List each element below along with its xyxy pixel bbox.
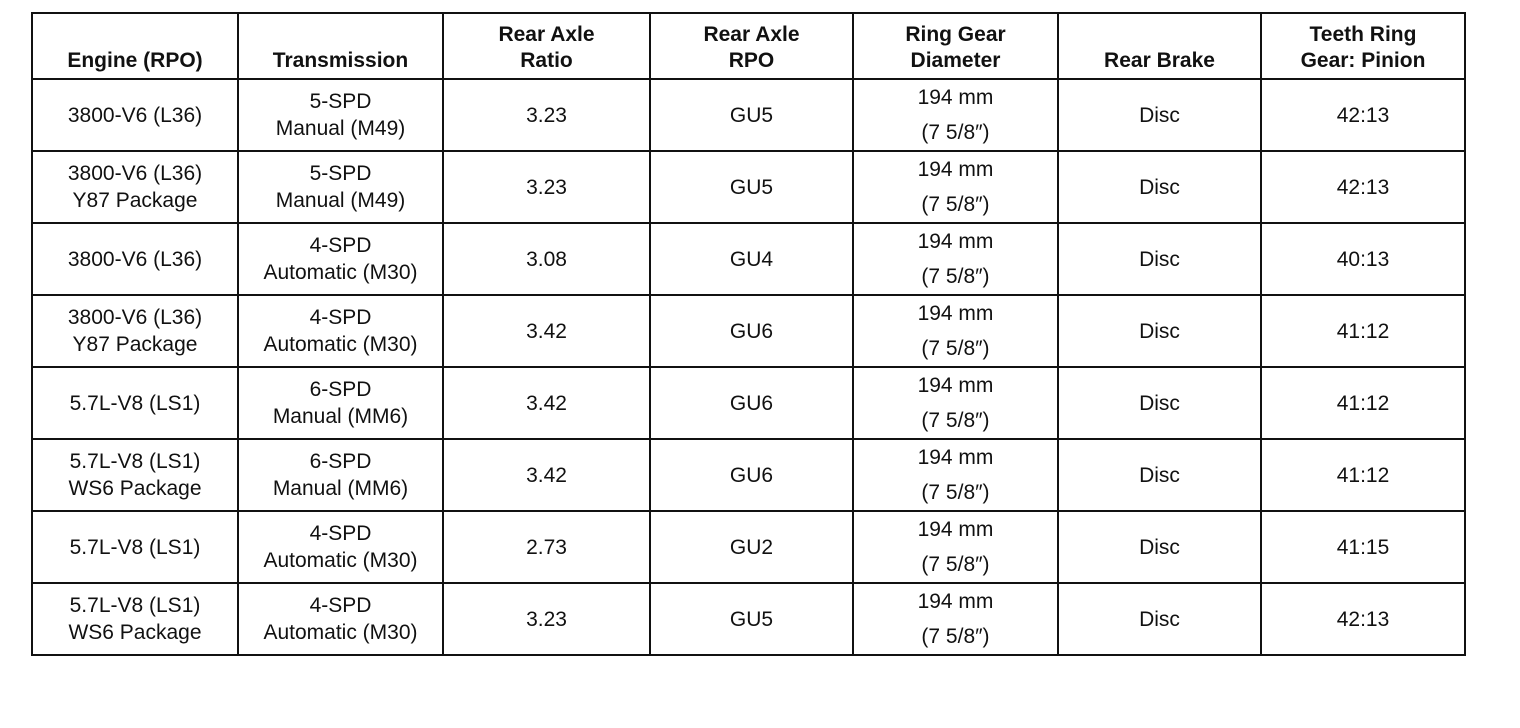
cell-rear-brake-value: Disc xyxy=(1139,535,1180,559)
cell-ring-gear-diameter-line: 194 mm xyxy=(917,86,994,109)
cell-teeth-ring-gear-pinion-value: 41:12 xyxy=(1336,463,1390,487)
cell-teeth-ring-gear-pinion-value: 42:13 xyxy=(1336,103,1390,127)
cell-engine xyxy=(32,295,238,367)
cell-rear-axle-ratio xyxy=(443,511,650,583)
header-ring-gear-diameter: Ring Gear Diameter xyxy=(853,13,1058,79)
cell-transmission-line: 5-SPD xyxy=(309,90,372,113)
cell-transmission xyxy=(238,583,443,655)
cell-rear-axle-rpo-value: GU5 xyxy=(729,103,774,127)
cell-teeth-ring-gear-pinion-value: 40:13 xyxy=(1336,247,1390,271)
cell-rear-axle-ratio-value: 3.42 xyxy=(526,463,567,487)
cell-teeth-ring-gear-pinion-value: 42:13 xyxy=(1336,175,1390,199)
cell-rear-brake xyxy=(1058,511,1261,583)
cell-transmission-line: 6-SPD xyxy=(309,450,372,473)
cell-rear-axle-rpo xyxy=(650,79,853,151)
header-teeth-ring-gear-pinion: Teeth Ring Gear: Pinion xyxy=(1261,13,1465,79)
header-rear-axle-ratio: Rear Axle Ratio xyxy=(443,13,650,79)
cell-engine xyxy=(32,151,238,223)
cell-rear-axle-ratio-value: 3.23 xyxy=(526,607,567,631)
cell-ring-gear-diameter-line: (7 5/8″) xyxy=(921,265,990,288)
cell-rear-axle-ratio-value: 3.23 xyxy=(526,175,567,199)
cell-teeth-ring-gear-pinion xyxy=(1261,511,1465,583)
cell-ring-gear-diameter xyxy=(853,151,1058,223)
cell-engine-line: 3800-V6 (L36) xyxy=(67,247,203,271)
cell-teeth-ring-gear-pinion-value: 41:15 xyxy=(1336,535,1390,559)
cell-rear-axle-rpo-value: GU5 xyxy=(729,607,774,631)
cell-engine xyxy=(32,79,238,151)
header-engine: Engine (RPO) xyxy=(32,13,238,79)
cell-ring-gear-diameter-line: (7 5/8″) xyxy=(921,121,990,144)
cell-rear-axle-rpo-value: GU6 xyxy=(729,463,774,487)
cell-ring-gear-diameter-line: 194 mm xyxy=(917,230,994,253)
cell-transmission-line: Manual (M49) xyxy=(275,117,406,140)
cell-rear-brake-value: Disc xyxy=(1139,391,1180,415)
cell-rear-axle-ratio-value: 3.23 xyxy=(526,103,567,127)
cell-ring-gear-diameter xyxy=(853,511,1058,583)
cell-transmission-line: 4-SPD xyxy=(309,594,372,617)
header-transmission: Transmission xyxy=(238,13,443,79)
cell-transmission xyxy=(238,223,443,295)
cell-rear-brake-value: Disc xyxy=(1139,319,1180,343)
cell-ring-gear-diameter-line: (7 5/8″) xyxy=(921,337,990,360)
cell-transmission-line: 4-SPD xyxy=(309,306,372,329)
cell-engine xyxy=(32,439,238,511)
cell-rear-axle-ratio xyxy=(443,367,650,439)
cell-rear-axle-rpo-value: GU4 xyxy=(729,247,774,271)
cell-transmission-line: Automatic (M30) xyxy=(263,549,418,572)
cell-ring-gear-diameter-line: 194 mm xyxy=(917,446,994,469)
cell-rear-axle-rpo xyxy=(650,439,853,511)
cell-transmission xyxy=(238,79,443,151)
cell-transmission-line: 4-SPD xyxy=(309,234,372,257)
cell-transmission-line: Automatic (M30) xyxy=(263,621,418,644)
cell-ring-gear-diameter-line: (7 5/8″) xyxy=(921,553,990,576)
table-row xyxy=(32,223,1465,295)
cell-ring-gear-diameter-line: 194 mm xyxy=(917,518,994,541)
cell-teeth-ring-gear-pinion-value: 41:12 xyxy=(1336,319,1390,343)
cell-engine-line: 5.7L-V8 (LS1) xyxy=(69,535,201,559)
cell-rear-brake-value: Disc xyxy=(1139,103,1180,127)
cell-rear-axle-ratio xyxy=(443,439,650,511)
cell-rear-axle-rpo xyxy=(650,367,853,439)
cell-transmission-line: Automatic (M30) xyxy=(263,333,418,356)
cell-rear-axle-rpo-value: GU6 xyxy=(729,319,774,343)
cell-transmission xyxy=(238,367,443,439)
cell-ring-gear-diameter-line: (7 5/8″) xyxy=(921,625,990,648)
table-row xyxy=(32,295,1465,367)
cell-ring-gear-diameter-line: (7 5/8″) xyxy=(921,193,990,216)
cell-rear-axle-rpo xyxy=(650,295,853,367)
cell-engine-line: Y87 Package xyxy=(72,189,198,212)
cell-transmission xyxy=(238,151,443,223)
cell-ring-gear-diameter-line: (7 5/8″) xyxy=(921,409,990,432)
cell-transmission xyxy=(238,439,443,511)
cell-engine-line: 3800-V6 (L36) xyxy=(67,162,203,185)
cell-engine xyxy=(32,583,238,655)
cell-engine-line: 5.7L-V8 (LS1) xyxy=(69,391,201,415)
cell-transmission-line: Automatic (M30) xyxy=(263,261,418,284)
table-row xyxy=(32,511,1465,583)
cell-rear-axle-rpo xyxy=(650,151,853,223)
cell-engine xyxy=(32,367,238,439)
cell-rear-axle-ratio xyxy=(443,223,650,295)
cell-ring-gear-diameter xyxy=(853,223,1058,295)
cell-engine xyxy=(32,223,238,295)
cell-rear-brake-value: Disc xyxy=(1139,607,1180,631)
cell-rear-brake xyxy=(1058,151,1261,223)
cell-transmission-line: 5-SPD xyxy=(309,162,372,185)
table-row xyxy=(32,583,1465,655)
cell-engine-line: Y87 Package xyxy=(72,333,198,356)
cell-rear-brake-value: Disc xyxy=(1139,175,1180,199)
cell-engine-line: 5.7L-V8 (LS1) xyxy=(69,594,201,617)
cell-engine xyxy=(32,511,238,583)
cell-rear-axle-rpo-value: GU6 xyxy=(729,391,774,415)
cell-rear-axle-ratio-value: 2.73 xyxy=(526,535,567,559)
header-rear-brake: Rear Brake xyxy=(1058,13,1261,79)
cell-transmission xyxy=(238,295,443,367)
cell-ring-gear-diameter-line: 194 mm xyxy=(917,374,994,397)
cell-rear-brake xyxy=(1058,583,1261,655)
cell-teeth-ring-gear-pinion xyxy=(1261,223,1465,295)
cell-rear-axle-rpo xyxy=(650,223,853,295)
cell-rear-brake xyxy=(1058,367,1261,439)
cell-ring-gear-diameter xyxy=(853,295,1058,367)
cell-ring-gear-diameter-line: (7 5/8″) xyxy=(921,481,990,504)
cell-rear-axle-ratio xyxy=(443,295,650,367)
cell-engine-line: WS6 Package xyxy=(68,477,202,500)
table-row xyxy=(32,79,1465,151)
cell-rear-brake xyxy=(1058,295,1261,367)
cell-engine-line: WS6 Package xyxy=(68,621,202,644)
cell-teeth-ring-gear-pinion xyxy=(1261,367,1465,439)
cell-rear-brake xyxy=(1058,439,1261,511)
cell-rear-axle-rpo xyxy=(650,511,853,583)
cell-transmission-line: Manual (MM6) xyxy=(272,405,409,428)
cell-transmission xyxy=(238,511,443,583)
table-row xyxy=(32,367,1465,439)
cell-rear-axle-rpo-value: GU2 xyxy=(729,535,774,559)
cell-transmission-line: Manual (MM6) xyxy=(272,477,409,500)
cell-teeth-ring-gear-pinion-value: 42:13 xyxy=(1336,607,1390,631)
cell-rear-axle-ratio xyxy=(443,151,650,223)
axle-spec-table xyxy=(31,12,1466,656)
cell-teeth-ring-gear-pinion xyxy=(1261,151,1465,223)
table-row xyxy=(32,151,1465,223)
cell-rear-axle-ratio xyxy=(443,583,650,655)
cell-transmission-line: Manual (M49) xyxy=(275,189,406,212)
cell-rear-axle-rpo-value: GU5 xyxy=(729,175,774,199)
cell-engine-line: 3800-V6 (L36) xyxy=(67,103,203,127)
cell-rear-axle-rpo xyxy=(650,583,853,655)
header-rear-axle-rpo: Rear Axle RPO xyxy=(650,13,853,79)
cell-engine-line: 3800-V6 (L36) xyxy=(67,306,203,329)
cell-rear-axle-ratio-value: 3.42 xyxy=(526,391,567,415)
cell-teeth-ring-gear-pinion xyxy=(1261,295,1465,367)
cell-transmission-line: 4-SPD xyxy=(309,522,372,545)
header-row xyxy=(32,13,1465,79)
cell-ring-gear-diameter-line: 194 mm xyxy=(917,302,994,325)
cell-rear-brake xyxy=(1058,79,1261,151)
cell-teeth-ring-gear-pinion xyxy=(1261,439,1465,511)
cell-ring-gear-diameter xyxy=(853,79,1058,151)
cell-ring-gear-diameter-line: 194 mm xyxy=(917,590,994,613)
cell-transmission-line: 6-SPD xyxy=(309,378,372,401)
cell-rear-axle-ratio xyxy=(443,79,650,151)
cell-engine-line: 5.7L-V8 (LS1) xyxy=(69,450,201,473)
cell-ring-gear-diameter xyxy=(853,367,1058,439)
cell-ring-gear-diameter xyxy=(853,439,1058,511)
cell-rear-brake xyxy=(1058,223,1261,295)
cell-rear-brake-value: Disc xyxy=(1139,463,1180,487)
cell-teeth-ring-gear-pinion xyxy=(1261,79,1465,151)
table-row xyxy=(32,439,1465,511)
cell-rear-axle-ratio-value: 3.42 xyxy=(526,319,567,343)
cell-ring-gear-diameter-line: 194 mm xyxy=(917,158,994,181)
cell-ring-gear-diameter xyxy=(853,583,1058,655)
cell-teeth-ring-gear-pinion-value: 41:12 xyxy=(1336,391,1390,415)
cell-rear-axle-ratio-value: 3.08 xyxy=(526,247,567,271)
cell-teeth-ring-gear-pinion xyxy=(1261,583,1465,655)
cell-rear-brake-value: Disc xyxy=(1139,247,1180,271)
